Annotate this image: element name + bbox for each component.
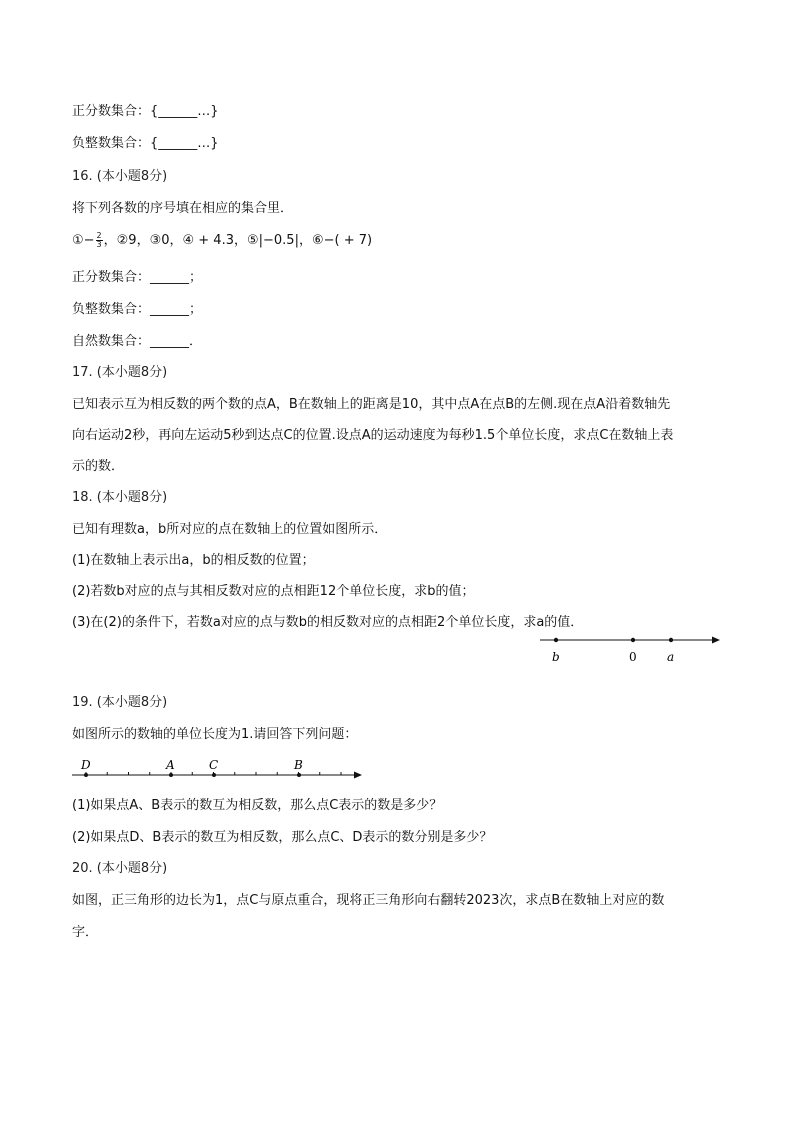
q16-prompt: 将下列各数的序号填在相应的集合里．	[72, 201, 294, 216]
label-zero: 0	[629, 650, 637, 664]
q16-set-natural: 自然数集合：______．	[72, 334, 203, 349]
q18-number-line-figure	[538, 630, 723, 666]
point-B	[297, 773, 301, 777]
q16-set-negative-integer: 负整数集合：______；	[72, 302, 203, 317]
q17-line-1: 已知表示互为相反数的两个数的点A，B在数轴上的距离是10，其中点A在点B的左侧.现在点A沿着数轴先	[72, 397, 671, 412]
q16-set-positive-fraction: 正分数集合：______；	[72, 270, 203, 285]
axis-arrow	[712, 637, 720, 644]
label-b: b	[552, 650, 560, 664]
q17-header: 17. (本小题8分)	[72, 365, 168, 380]
point-a	[669, 638, 673, 642]
label-D: D	[81, 758, 91, 772]
q19-number-line-figure	[70, 755, 370, 783]
q17-line-3: 示的数．	[72, 459, 125, 474]
q19-header: 19. (本小题8分)	[72, 695, 168, 710]
label-A: A	[166, 758, 175, 772]
q18-part-2: (2)若数b对应的点与其相反数对应的点相距12个单位长度，求b的值；	[72, 584, 475, 599]
positive-fraction-set-line: 正分数集合：{______…}	[72, 104, 219, 119]
axis-arrow	[354, 772, 362, 779]
negative-integer-set-line: 负整数集合：{______…}	[72, 136, 219, 151]
q16-items-start: ①−	[72, 233, 95, 248]
q17-line-2: 向右运动2秒，再向左运动5秒到达点C的位置.设点A的运动速度为每秒1.5个单位长度，求点C在数轴上表	[72, 428, 674, 443]
q18-prompt: 已知有理数a，b所对应的点在数轴上的位置如图所示．	[72, 522, 388, 537]
fraction-two-thirds: $\frac{2}{3}$	[96, 231, 102, 249]
q18-header: 18. (本小题8分)	[72, 490, 168, 505]
q20-header: 20. (本小题8分)	[72, 861, 168, 876]
q19-prompt: 如图所示的数轴的单位长度为1.请回答下列问题：	[72, 727, 358, 742]
label-B: B	[294, 758, 303, 772]
point-b	[554, 638, 558, 642]
q19-part-1: (1)如果点A、B表示的数互为相反数，那么点C表示的数是多少？	[72, 798, 443, 813]
q18-part-3: (3)在(2)的条件下，若数a对应的点与数b的相反数对应的点相距2个单位长度，求a的值．	[72, 615, 584, 630]
point-D	[84, 773, 88, 777]
q16-number-list	[72, 230, 372, 252]
point-A	[169, 773, 173, 777]
q16-items-rest: ，②9，③0，④ + 4.3，⑤|−0.5|，⑥−( + 7)	[103, 233, 373, 248]
q16-header: 16. (本小题8分)	[72, 169, 168, 184]
q19-part-2: (2)如果点D、B表示的数互为相反数，那么点C、D表示的数分别是多少？	[72, 830, 493, 845]
point-C	[212, 773, 216, 777]
point-zero	[631, 638, 635, 642]
q18-part-1: (1)在数轴上表示出a，b的相反数的位置；	[72, 553, 315, 568]
q20-line-2: 字．	[72, 925, 99, 940]
label-C: C	[209, 758, 219, 772]
q20-line-1: 如图，正三角形的边长为1，点C与原点重合，现将正三角形向右翻转2023次，求点B在数轴上对应的数	[72, 893, 665, 908]
label-a: a	[667, 650, 675, 664]
